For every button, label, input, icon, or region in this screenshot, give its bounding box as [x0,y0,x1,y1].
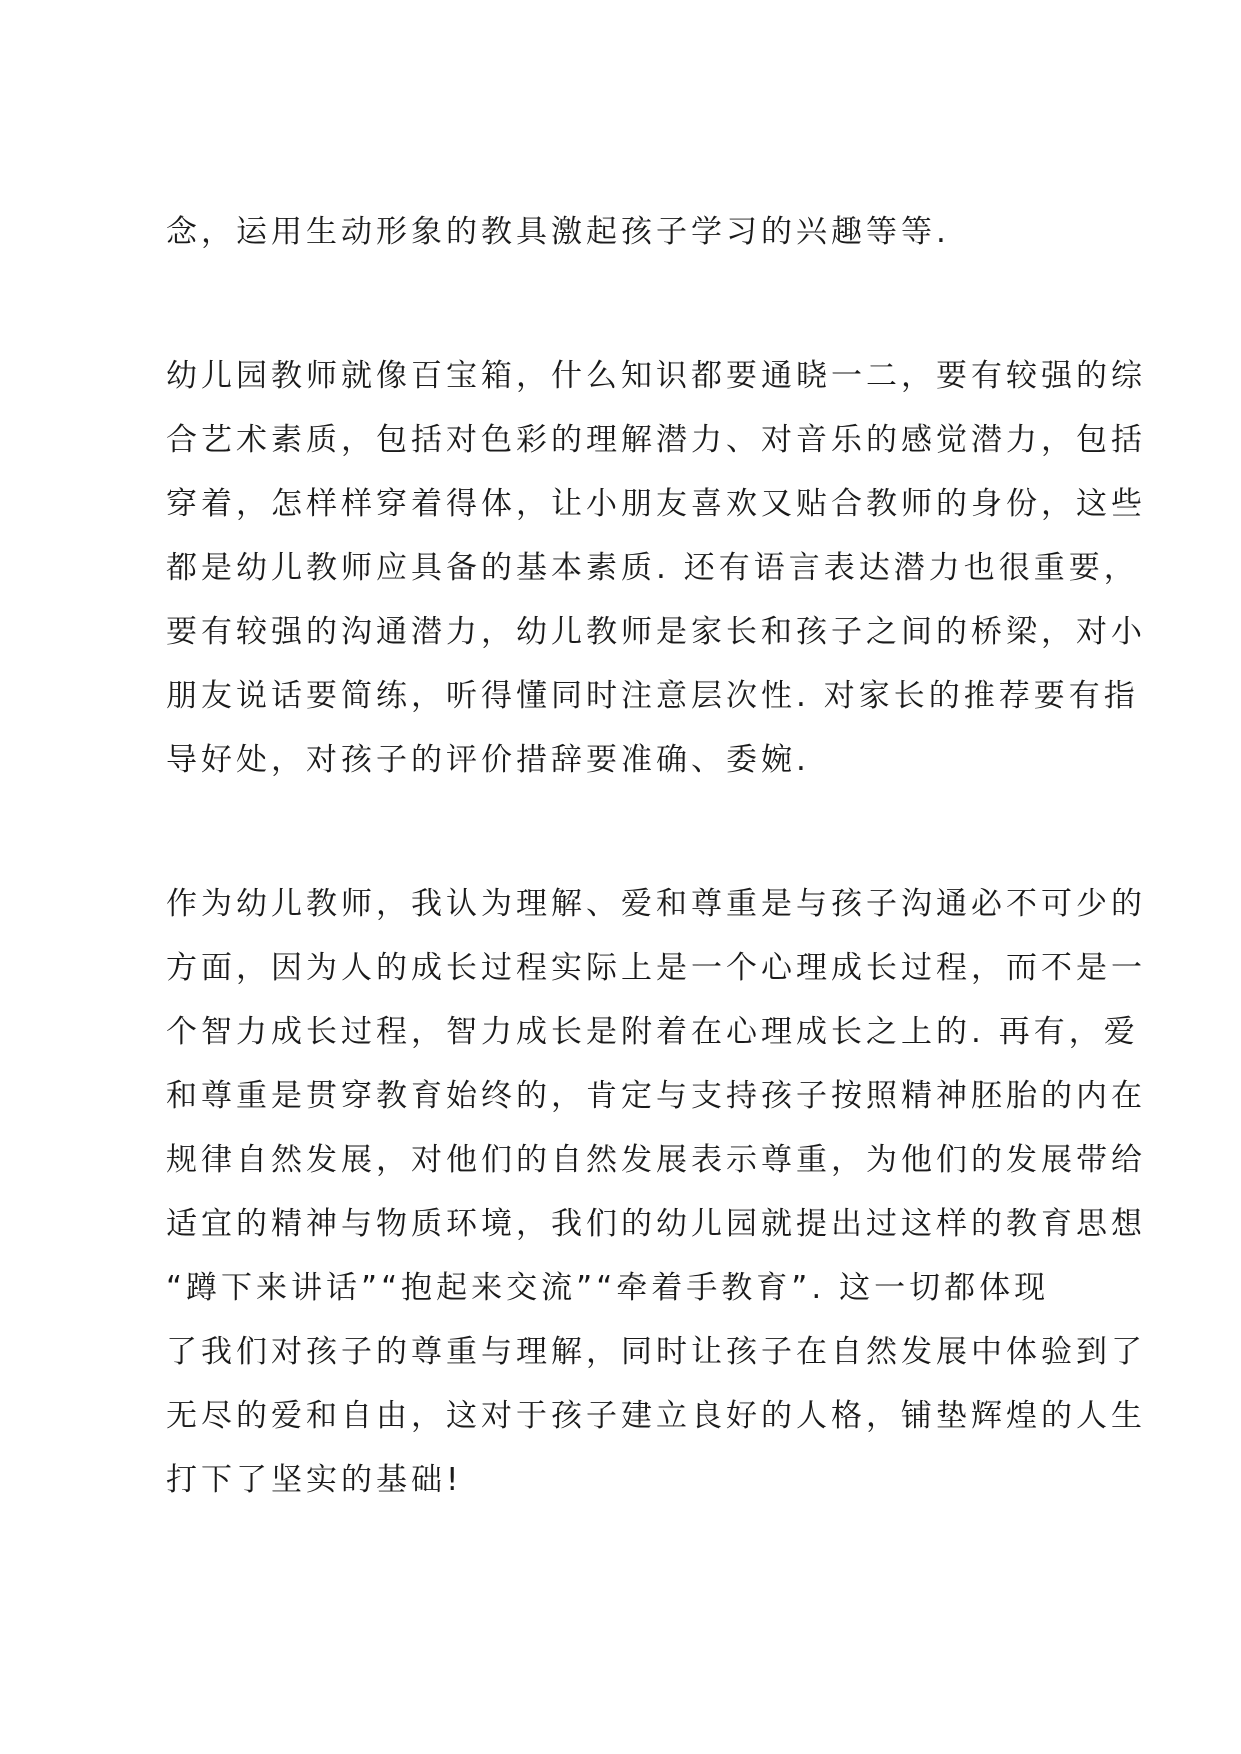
paragraph-2 [166,344,1146,792]
paragraph-3 [166,872,1146,1512]
text-line: “蹲下来讲话”“抱起来交流”“牵着手教育”. 这一切都体现 [166,1270,1050,1306]
text-line: 适宜的精神与物质环境，我们的幼儿园就提出过这样的教育思想 [166,1206,1146,1242]
text-line: 朋友说话要简练，听得懂同时注意层次性. 对家长的推荐要有指 [166,678,1139,714]
text-line: 了我们对孩子的尊重与理解，同时让孩子在自然发展中体验到了 [166,1334,1146,1370]
text-line: 念，运用生动形象的教具激起孩子学习的兴趣等等. [166,214,950,250]
paragraph-spacer [166,264,1096,344]
paragraph-spacer [166,792,1096,872]
text-line: 幼儿园教师就像百宝箱，什么知识都要通晓一二，要有较强的综 [166,358,1146,394]
document-body [166,200,1146,1512]
paragraph-1 [166,200,1096,264]
text-line: 穿着，怎样样穿着得体，让小朋友喜欢又贴合教师的身份，这些 [166,486,1146,522]
text-line: 和尊重是贯穿教育始终的，肯定与支持孩子按照精神胚胎的内在 [166,1078,1146,1114]
text-line: 合艺术素质，包括对色彩的理解潜力、对音乐的感觉潜力，包括 [166,422,1146,458]
text-line: 规律自然发展，对他们的自然发展表示尊重，为他们的发展带给 [166,1142,1146,1178]
text-line: 方面，因为人的成长过程实际上是一个心理成长过程，而不是一 [166,950,1146,986]
text-line: 打下了坚实的基础! [166,1462,463,1498]
text-line: 要有较强的沟通潜力，幼儿教师是家长和孩子之间的桥梁，对小 [166,614,1146,650]
text-line: 无尽的爱和自由，这对于孩子建立良好的人格，铺垫辉煌的人生 [166,1398,1146,1434]
text-line: 个智力成长过程，智力成长是附着在心理成长之上的. 再有，爱 [166,1014,1139,1050]
text-line: 作为幼儿教师，我认为理解、爱和尊重是与孩子沟通必不可少的 [166,886,1146,922]
text-line: 都是幼儿教师应具备的基本素质. 还有语言表达潜力也很重要， [166,550,1139,586]
text-line: 导好处，对孩子的评价措辞要准确、委婉. [166,742,810,778]
